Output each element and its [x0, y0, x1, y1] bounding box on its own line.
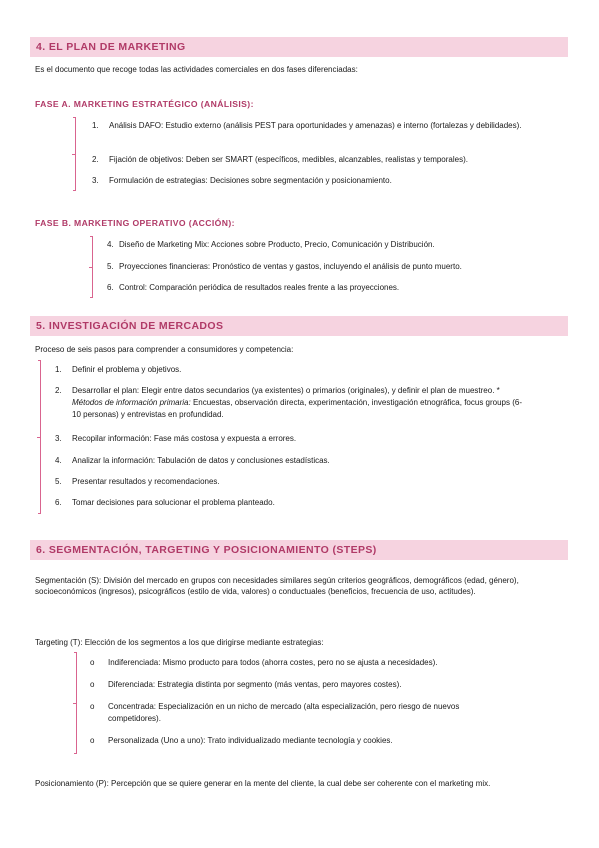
section-4-header: 4. EL PLAN DE MARKETING	[30, 37, 568, 57]
fase-a-title: FASE A. MARKETING ESTRATÉGICO (ANÁLISIS):	[35, 99, 254, 109]
section-6-header: 6. SEGMENTACIÓN, TARGETING Y POSICIONAMIENTO (STEPS)	[30, 540, 568, 560]
section-5-header: 5. INVESTIGACIÓN DE MERCADOS	[30, 316, 568, 336]
fase-b-brace	[92, 236, 93, 298]
fase-b-title: FASE B. MARKETING OPERATIVO (ACCIÓN):	[35, 218, 235, 228]
section-5-intro: Proceso de seis pasos para comprender a consumidores y competencia:	[35, 345, 294, 354]
section-4-intro: Es el documento que recoge todas las actividades comerciales en dos fases diferenciadas:	[35, 65, 358, 74]
fase-a-brace	[75, 117, 76, 191]
posicionamiento-text: Posicionamiento (P): Percepción que se quiere generar en la mente del cliente, la cual debe ser coherente con el marketing mix.	[35, 779, 491, 788]
targeting-text: Targeting (T): Elección de los segmentos a los que dirigirse mediante estrategias:	[35, 638, 324, 647]
segmentacion-text: Segmentación (S): División del mercado en grupos con necesidades similares según criterios geográficos, demográficos (edad, género), socioeconómicos (ingresos), psicográficos (estilo de vida, valores) o conductuales (beneficios, frecuencia de uso, actitudes).	[35, 576, 519, 596]
section-5-brace	[40, 360, 41, 514]
targeting-brace	[76, 652, 77, 754]
